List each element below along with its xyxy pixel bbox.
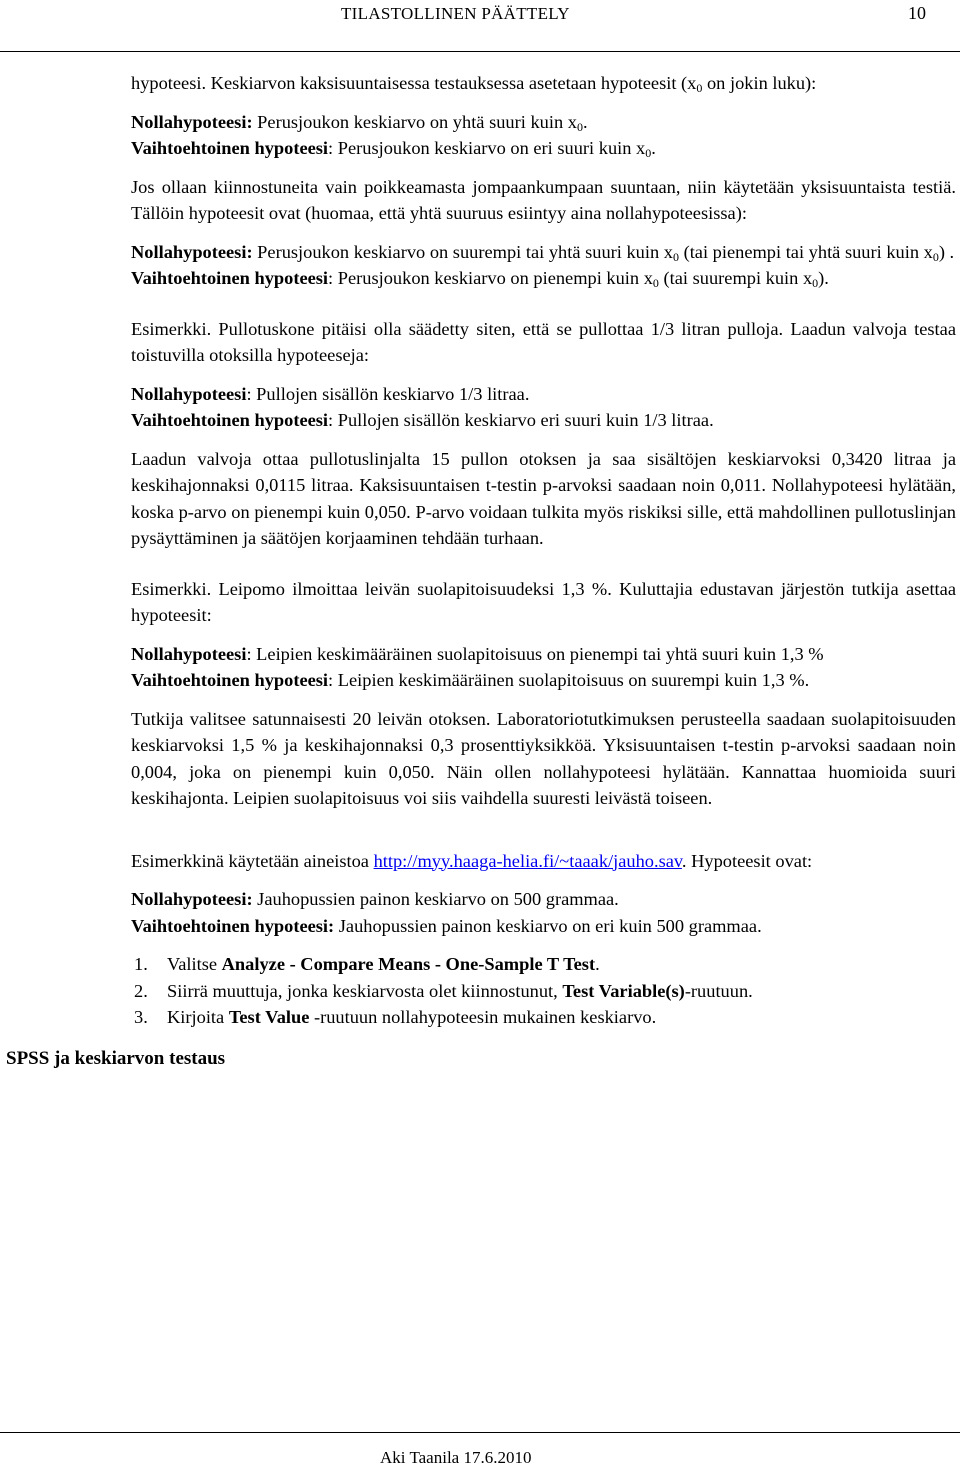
example2-result: Tutkija valitsee satunnaisesti 20 leivän otoksen. Laboratoriotutkimuksen perusteella saadaan suolapitoisuuden keskiarvoksi 1,5 % ja keskihajonnaksi 0,3 prosenttiyksikköä. Yksisuuntaisen t-testin p-arvoksi saadaan noin 0,004, joka on pienempi kuin 0,050. Näin ollen nollahypoteesi hylätään. Kannattaa huomioida suuri keskihajonta. Leipien suolapitoisuus voi siis vaihdella suuresti leivästä toiseen. bbox=[131, 708, 956, 808]
two-sided-null-hypothesis: Nollahypoteesi: Perusjoukon keskiarvo on yhtä suuri kuin $x_0$. bbox=[131, 111, 588, 134]
example2-alt-hypothesis: Vaihtoehtoinen hypoteesi: Leipien keskimääräinen suolapitoisuus on suurempi kuin 1,3 %. bbox=[131, 670, 810, 690]
running-title: TILASTOLLINEN PÄÄTTELY bbox=[341, 4, 570, 23]
example1-null-hypothesis: Nollahypoteesi: Pullojen sisällön keskiarvo 1/3 litraa. bbox=[131, 383, 530, 404]
example2-intro: Esimerkki. Leipomo ilmoittaa leivän suolapitoisuudeksi 1,3 %. Kuluttajia edustavan järjestön tutkija asettaa hypoteesit: bbox=[131, 578, 956, 625]
main-content bbox=[131, 70, 956, 1031]
page-header bbox=[0, 0, 960, 52]
dataset-link[interactable]: http://myy.haaga-helia.fi/~taaak/jauho.sav bbox=[373, 850, 682, 871]
list-item: 1. Valitse Analyze - Compare Means - One-Sample T Test. bbox=[134, 954, 600, 974]
section-heading-spss: SPSS ja keskiarvon testaus bbox=[6, 1048, 226, 1069]
spss-steps-list bbox=[131, 951, 956, 1031]
intro-paragraph: hypoteesi. Keskiarvon kaksisuuntaisessa testauksessa asetetaan hypoteesit ($x_0$ on jokin luku): bbox=[131, 73, 817, 95]
one-sided-intro-paragraph: Jos ollaan kiinnostuneita vain poikkeamasta jompaankumpaan suuntaan, niin käytetään yksisuuntaista testiä. Tällöin hypoteesit ovat (huomaa, että yhtä suuruus esiintyy aina nollahypoteesissa): bbox=[131, 176, 956, 223]
one-sided-alt-hypothesis: Vaihtoehtoinen hypoteesi: Perusjoukon keskiarvo on pienempi kuin $x_0$ (tai suurempi kuin $x_0$). bbox=[131, 268, 829, 290]
page-number: 10 bbox=[908, 3, 926, 23]
example1-result: Laadun valvoja ottaa pullotuslinjalta 15 pullon otoksen ja saa sisältöjen keskiarvoksi 0,3420 litraa ja keskihajonnaksi 0,0115 litraa. Kaksisuuntaisen t-testin p-arvoksi saadaan noin 0,011. Nollahypoteesi hylätään, koska p-arvo on pienempi kuin 0,050. P-arvo voidaan tulkita myös riskiksi sille, että mahdollinen pullotuslinjan pysäyttäminen ja säätöjen korjaaminen tehdään turhaan. bbox=[131, 448, 956, 548]
example2-null-hypothesis: Nollahypoteesi: Leipien keskimääräinen suolapitoisuus on pienempi tai yhtä suuri kuin 1,3 % bbox=[131, 643, 824, 664]
list-item: 3. Kirjoita Test Value -ruutuun nollahypoteesin mukainen keskiarvo. bbox=[134, 1007, 657, 1027]
list-item: 2. Siirrä muuttuja, jonka keskiarvosta olet kiinnostunut, Test Variable(s)-ruutuun. bbox=[134, 980, 753, 1001]
spss-alt-hypothesis: Vaihtoehtoinen hypoteesi: Jauhopussien painon keskiarvo on eri kuin 500 grammaa. bbox=[131, 915, 762, 936]
header-divider bbox=[0, 51, 960, 52]
example1-alt-hypothesis: Vaihtoehtoinen hypoteesi: Pullojen sisällön keskiarvo eri suuri kuin 1/3 litraa. bbox=[131, 410, 714, 430]
one-sided-null-hypothesis: Nollahypoteesi: Perusjoukon keskiarvo on suurempi tai yhtä suuri kuin $x_0$ (tai pienempi tai yhtä suuri kuin $x_0$) . bbox=[131, 241, 955, 264]
spss-null-hypothesis: Nollahypoteesi: Jauhopussien painon keskiarvo on 500 grammaa. bbox=[131, 889, 619, 909]
page-footer bbox=[0, 1432, 960, 1475]
two-sided-alt-hypothesis: Vaihtoehtoinen hypoteesi: Perusjoukon keskiarvo on eri suuri kuin $x_0$. bbox=[131, 138, 656, 160]
footer-author-date: Aki Taanila 17.6.2010 bbox=[380, 1448, 532, 1467]
footer-divider bbox=[0, 1432, 960, 1433]
example1-intro: Esimerkki. Pullotuskone pitäisi olla säädetty siten, että se pullottaa 1/3 litran pulloja. Laadun valvoja testaa toistuvilla otoksilla hypoteeseja: bbox=[131, 318, 956, 365]
spss-intro: Esimerkkinä käytetään aineistoa http://myy.haaga-helia.fi/~taaak/jauho.sav. Hypoteesit ovat: bbox=[131, 850, 813, 871]
